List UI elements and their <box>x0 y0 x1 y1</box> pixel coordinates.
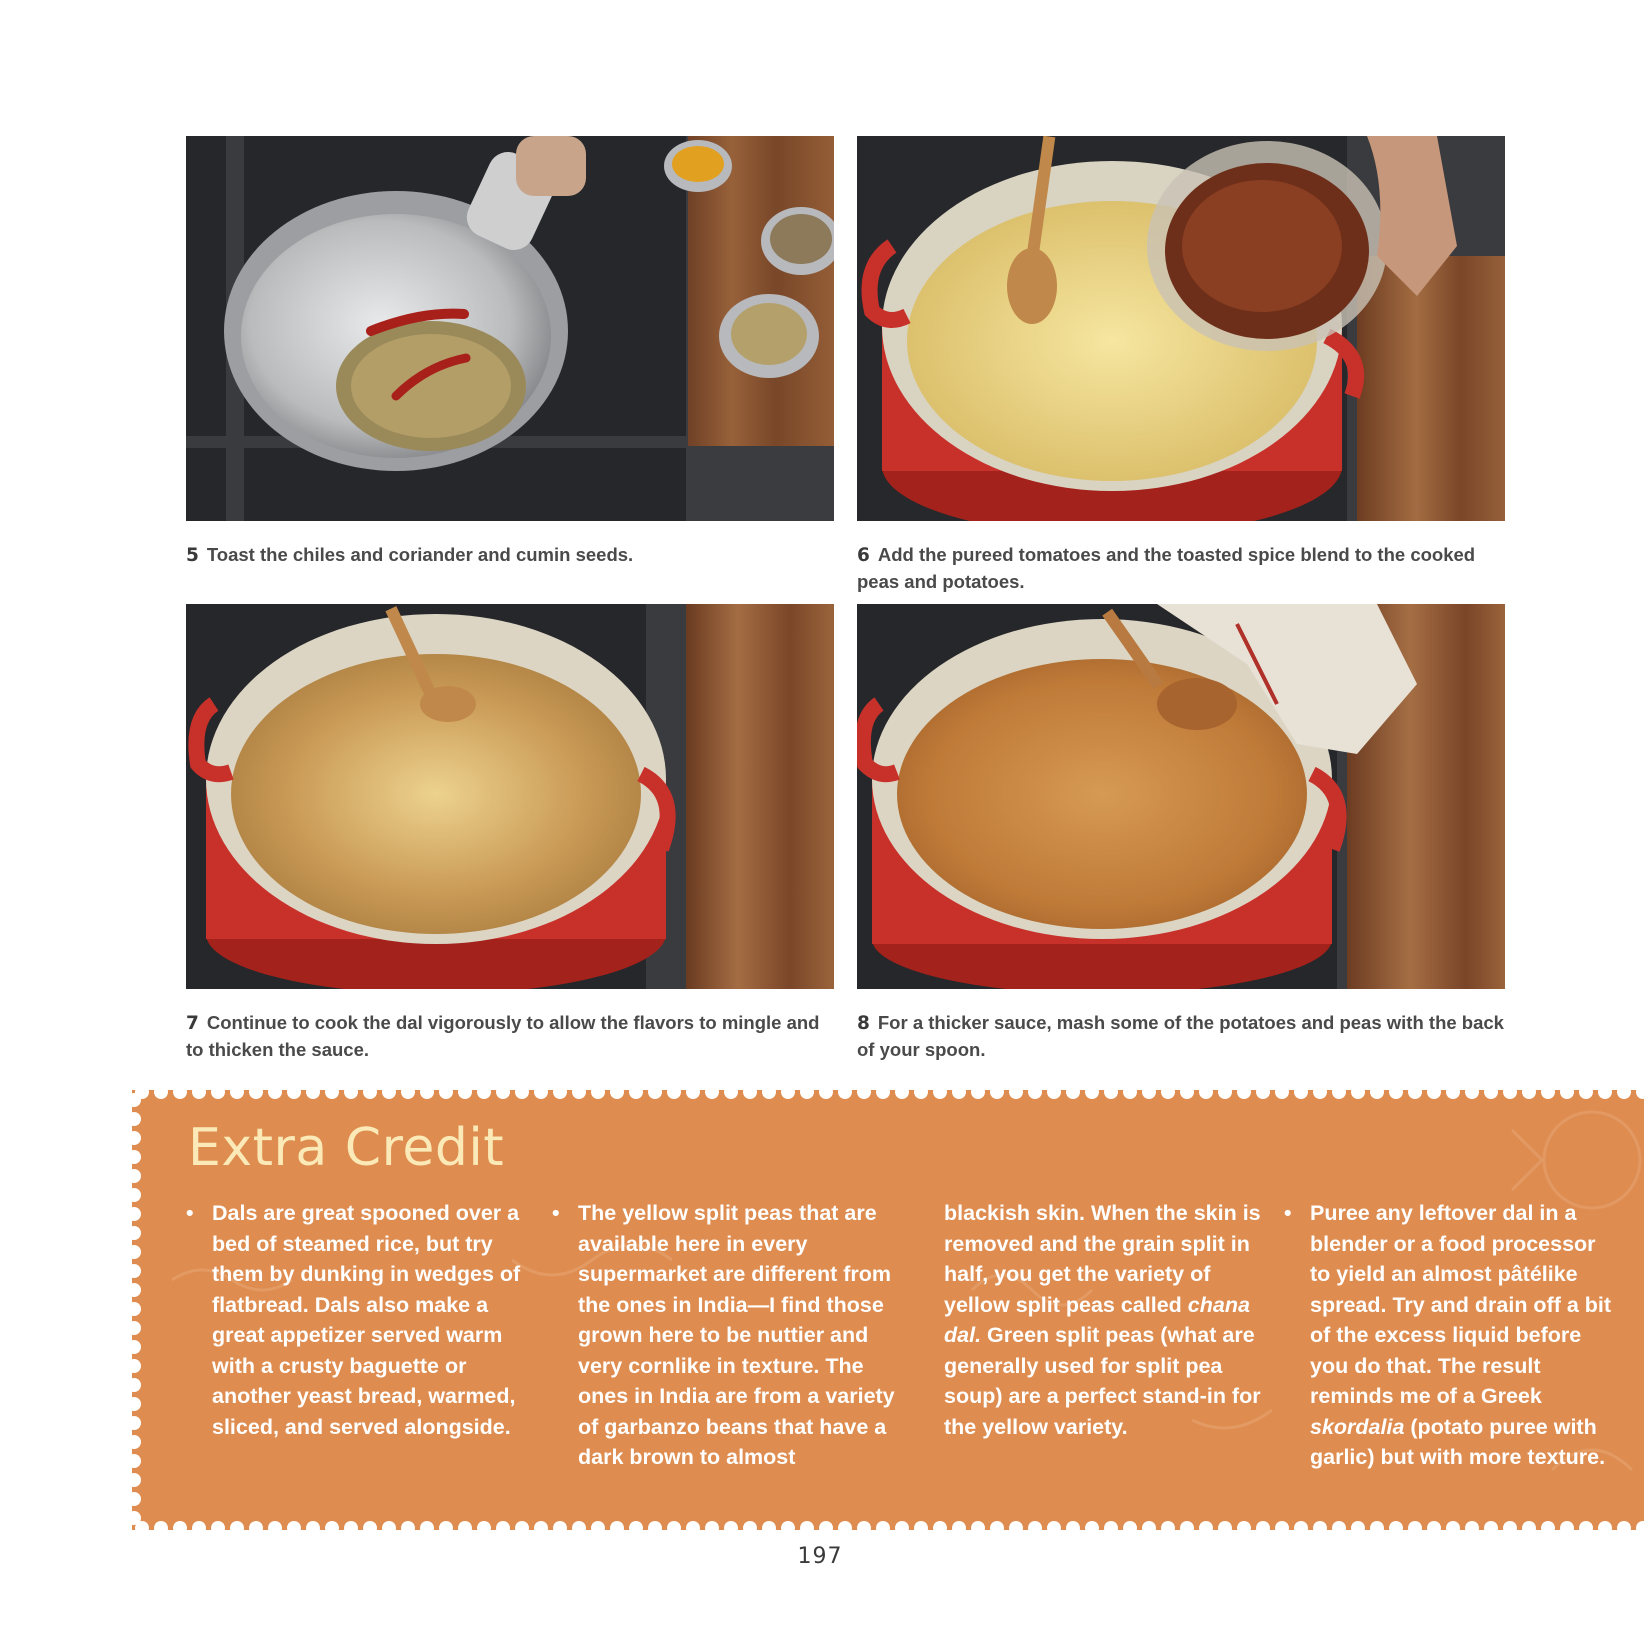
scalloped-edge-left <box>132 1090 146 1530</box>
caption-step-5 <box>186 542 834 569</box>
tip-text: Green split peas (what are generally used for split pea soup) are a perfect stand-in for the yellow variety. <box>944 1323 1261 1439</box>
step-text: Toast the chiles and coriander and cumin seeds. <box>206 544 634 565</box>
extra-credit-tip-1 <box>186 1198 542 1442</box>
step-text: For a thicker sauce, mash some of the potatoes and peas with the back of your spoon. <box>857 1012 1504 1060</box>
step-text: Add the pureed tomatoes and the toasted spice blend to the cooked peas and potatoes. <box>857 544 1476 592</box>
tip-text: Puree any leftover dal in a blender or a food processor to yield an almost pâtélike spread. Try and drain off a bit of the excess liquid before you do that. The result reminds me of a Greek <box>1310 1201 1612 1408</box>
tip-text: The yellow split peas that are available here in every supermarket are different from the ones in India—I find those grown here to be nuttier and very cornlike in texture. The ones in India are from a variety of garbanzo beans that have a dark brown to almost <box>578 1201 895 1469</box>
step-number: 8 <box>857 1013 870 1034</box>
caption-step-6 <box>857 542 1505 595</box>
extra-credit-tip-3 <box>1284 1198 1620 1473</box>
extra-credit-tip-2 <box>552 1198 908 1473</box>
photo-step-6 <box>857 136 1505 521</box>
step-number: 6 <box>857 545 870 566</box>
extra-credit-tip-2-continued <box>944 1198 1274 1442</box>
photo-step-8 <box>857 604 1505 989</box>
page-number: 197 <box>797 1544 843 1569</box>
scalloped-edge-bottom <box>132 1516 1644 1530</box>
caption-step-7 <box>186 1010 834 1063</box>
tip-emphasis: skordalia <box>1310 1414 1405 1439</box>
tip-text: blackish skin. When the skin is removed and the grain split in half, you get the variety of yellow split peas called <box>944 1201 1261 1317</box>
tip-text: Dals are great spooned over a bed of steamed rice, but try them by dunking in wedges of flatbread. Dals also make a great appetizer served warm with a crusty baguette or another yeast bread, warmed, sliced, and served alongside. <box>212 1201 521 1439</box>
photo-step-5 <box>186 136 834 521</box>
step-number: 7 <box>186 1013 199 1034</box>
photo-step-7 <box>186 604 834 989</box>
extra-credit-box <box>132 1090 1644 1530</box>
tip-text: (potato puree with garlic) but with more texture. <box>1310 1414 1606 1469</box>
step-number: 5 <box>186 545 199 566</box>
extra-credit-title: Extra Credit <box>188 1118 505 1178</box>
scalloped-edge-top <box>132 1090 1644 1104</box>
tip-emphasis: chana dal. <box>944 1292 1250 1347</box>
step-text: Continue to cook the dal vigorously to allow the flavors to mingle and to thicken the sauce. <box>186 1012 820 1060</box>
caption-step-8 <box>857 1010 1505 1063</box>
